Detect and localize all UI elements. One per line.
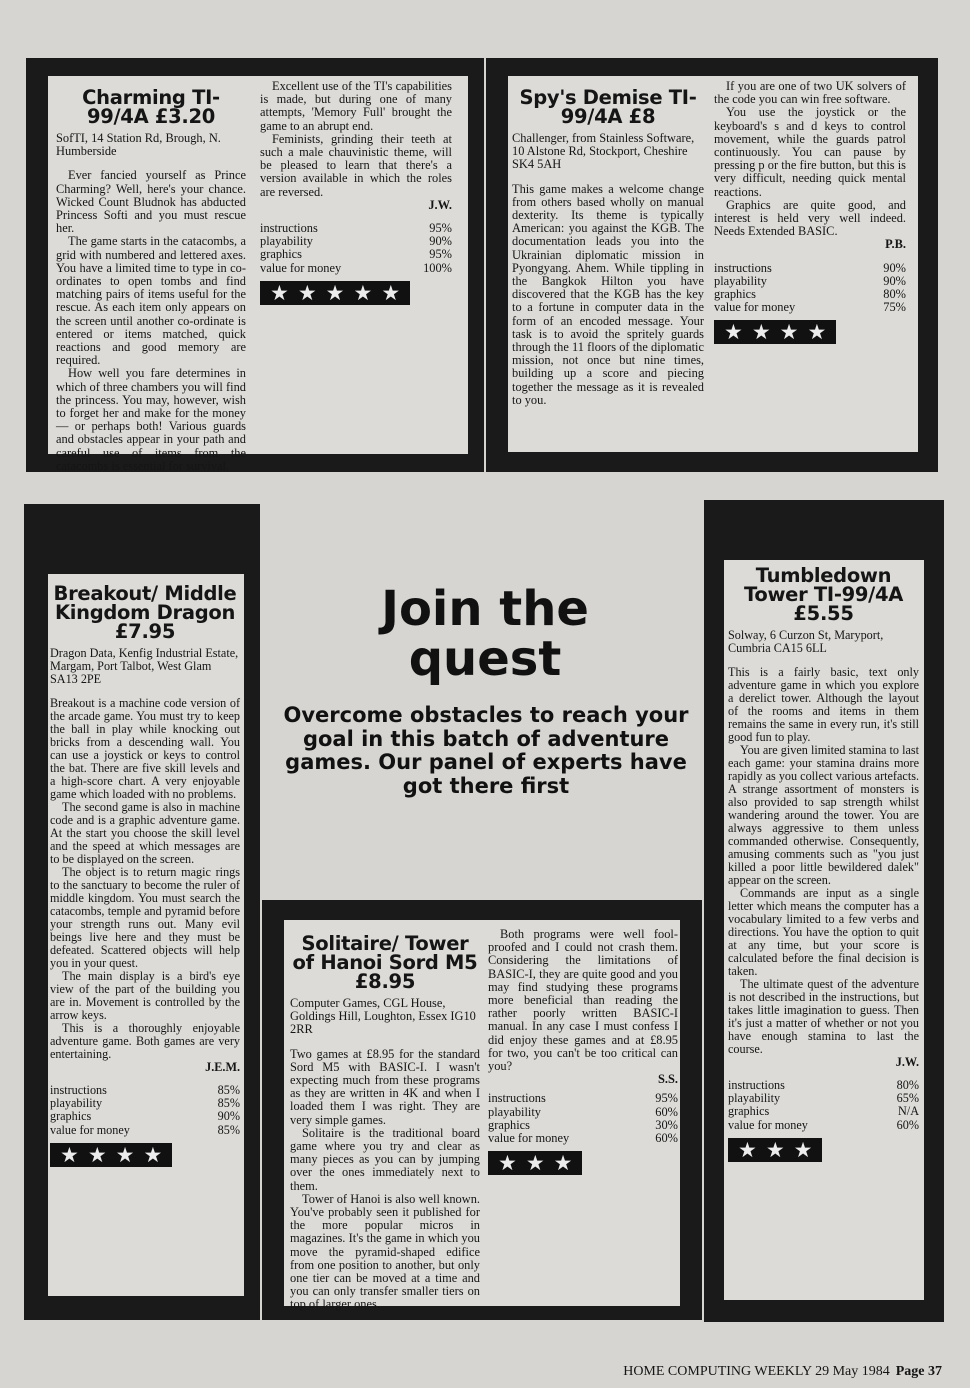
review-paragraph: You are given limited stamina to last each game: your stamina drains more rapidly as you collect various artefacts. A strange assortment of monsters is also provided to sap strength whilst wandering around the tower. You are always aggressive to them unless commanded otherwise. Consequently, amusing comments such as "you just killed a poor little bewildered dalek" appear on the screen. — [728, 743, 919, 887]
star-icon: ★ — [87, 1142, 107, 1167]
rating-row — [728, 1119, 919, 1132]
star-rating — [714, 320, 836, 344]
star-icon: ★ — [325, 280, 345, 305]
rating-row — [714, 262, 906, 275]
review-paragraph: The object is to return magic rings to the sanctuary to become the ruler of middle kingdom. You must search the catacombs, temple and pyramid before your strength runs out. Many evil beings live here and they must be defeated. Scattered objects will help you in your quest. — [50, 865, 240, 970]
ratings-table — [50, 1084, 240, 1137]
star-rating — [728, 1138, 822, 1162]
rating-label: instructions — [50, 1083, 107, 1097]
star-rating — [260, 281, 410, 305]
star-icon: ★ — [60, 1142, 79, 1167]
rating-row — [260, 262, 452, 275]
rating-value: 30% — [655, 1117, 678, 1132]
reviewer-initials: P.B. — [885, 237, 906, 252]
rating-value: 95% — [655, 1091, 678, 1106]
rating-label: value for money — [260, 260, 342, 275]
page-footer — [623, 1364, 942, 1380]
star-icon: ★ — [498, 1151, 517, 1176]
review-paragraph: Commands are input as a single letter which means the computer has a vocabulary limited to a few verbs and directions. You have the option to quit at any time, but your score is calculated before the final decision is taken. — [728, 886, 919, 978]
star-icon: ★ — [115, 1142, 135, 1167]
star-icon: ★ — [143, 1142, 163, 1167]
rating-label: value for money — [714, 300, 796, 315]
review-paragraph: If you are one of two UK solvers of the code you can win free software. — [714, 79, 906, 107]
review-paragraph: This is a thoroughly enjoyable adventure game. Both games are very entertaining. — [50, 1021, 240, 1061]
rating-value: 95% — [429, 221, 452, 236]
rating-label: graphics — [260, 247, 302, 262]
rating-label: graphics — [50, 1109, 92, 1124]
review-charming-col1 — [56, 86, 246, 473]
review-paragraph: Tower of Hanoi is also well known. You've probably seen it published for the more popular micros in magazines. It's the game in which you move the pyramid-shaped edifice from one position to another, but only one tier can be moved at a time and you can only transfer smaller tiers on top of larger ones. — [290, 1191, 480, 1312]
star-icon: ★ — [353, 280, 373, 305]
rating-label: playability — [260, 234, 313, 249]
review-paragraph: The main display is a bird's eye view of the part of the building you are in. Movement is controlled by the arrow keys. — [50, 969, 240, 1022]
review-title: Tumbledown Tower TI-99/4A £5.55 — [743, 564, 904, 625]
review-title: Breakout/ Middle Kingdom Dragon £7.95 — [53, 582, 237, 643]
rating-value: N/A — [898, 1104, 919, 1119]
rating-label: graphics — [488, 1117, 530, 1132]
rating-row — [714, 301, 906, 314]
rating-value: 60% — [655, 1131, 678, 1146]
star-icon: ★ — [553, 1151, 573, 1176]
review-paragraph: Graphics are quite good, and interest is held very well indeed. Needs Extended BASIC. — [714, 197, 906, 239]
rating-label: instructions — [714, 260, 772, 275]
publisher-address: Solway, 6 Curzon St, Maryport, Cumbria CA15 6LL — [728, 628, 884, 655]
rating-row — [50, 1124, 240, 1137]
reviewer-initials: J.W. — [895, 1055, 919, 1069]
star-icon: ★ — [525, 1151, 545, 1176]
star-icon: ★ — [779, 320, 799, 345]
ratings-table — [260, 222, 452, 275]
review-title: Solitaire/ Tower of Hanoi Sord M5 £8.95 — [292, 932, 478, 993]
review-paragraph: Breakout is a machine code version of the arcade game. You must try to keep the ball in play while knocking out bricks from a descending wall. You can use a joystick or keys to control the bat. There are five skill levels and a high-score chart. A very enjoyable game which loaded with no problems. — [50, 696, 240, 801]
review-paragraph: You use the joystick or the keyboard's s and d keys to control movement, while the guards patrol continuously. You can pause by pressing p or the fire button, but this is very difficult, needing quick mental reactions. — [714, 105, 906, 199]
rating-label: graphics — [728, 1104, 770, 1119]
rating-value: 95% — [429, 247, 452, 262]
rating-value: 60% — [655, 1104, 678, 1119]
review-title: Charming TI-99/4A £3.20 — [82, 86, 220, 128]
rating-label: playability — [714, 273, 767, 288]
review-solitaire-col2 — [488, 928, 678, 1268]
rating-label: value for money — [488, 1131, 570, 1146]
review-paragraph: This game makes a welcome change from others based wholly on manual dexterity. Its theme is typically American: you against the KGB. The documentation leads you into the Ukrainian diplomatic mission in Pyongyang. Ahem. While tippling in the Bangkok Hilton you have discovered that the KGB has the key to a fortune in computer data in the form of an encoded message. Your task is to avoid the spritely guards through the 11 floors of the diplomatic mission, not once but nine times, building up a score and piecing together the message as it is revealed to you. — [512, 181, 704, 407]
rating-value: 85% — [217, 1122, 240, 1137]
rating-label: playability — [728, 1091, 781, 1106]
page-number: Page 37 — [895, 1364, 942, 1379]
review-spy-col1 — [512, 88, 704, 444]
review-paragraph: The second game is also in machine code and is a graphic adventure game. At the start you choose the skill level and the speed at which messages are to be displayed on the screen. — [50, 800, 240, 866]
rating-value: 85% — [217, 1083, 240, 1097]
review-breakout-col — [50, 584, 240, 1254]
star-icon: ★ — [793, 1137, 813, 1162]
ratings-table — [488, 1092, 678, 1145]
rating-value: 90% — [217, 1109, 240, 1124]
magazine-issue: HOME COMPUTING WEEKLY 29 May 1984 — [623, 1364, 890, 1379]
review-title: Spy's Demise TI-99/4A £8 — [519, 86, 697, 128]
rating-value: 80% — [896, 1078, 919, 1092]
star-icon: ★ — [807, 320, 827, 345]
rating-row — [728, 1105, 919, 1118]
rating-label: playability — [50, 1096, 103, 1111]
publisher-address: Computer Games, CGL House, Goldings Hill, Loughton, Essex IG10 2RR — [290, 996, 476, 1037]
reviewer-initials: S.S. — [658, 1072, 678, 1087]
review-paragraph: Feminists, grinding their teeth at such a male chauvinistic theme, will be pleased to learn that there's a version available in which the roles are reversed. — [260, 131, 452, 199]
rating-label: instructions — [488, 1091, 546, 1106]
review-paragraph: Solitaire is the traditional board game where you try and clear as many pieces as you can by jumping over the ones immediately next to them. — [290, 1125, 480, 1193]
rating-label: value for money — [50, 1122, 130, 1137]
review-paragraph: Ever fancied yourself as Prince Charming? Well, here's your chance. Wicked Count Bludnok has abducted Princess Softi and you must rescue her. — [56, 168, 246, 236]
review-paragraph: The ultimate quest of the adventure is not described in the instructions, but takes little imagination to guess. Then it's just a matter of whether or not you have enough stamina to last the course. — [728, 977, 919, 1056]
review-tumbledown-col — [728, 566, 919, 1250]
rating-label: instructions — [260, 221, 318, 236]
review-solitaire-col1 — [290, 932, 480, 1312]
review-charming-col2 — [260, 80, 452, 410]
rating-label: value for money — [728, 1117, 808, 1132]
rating-row — [50, 1110, 240, 1123]
review-spy-col2 — [714, 80, 906, 380]
star-rating — [488, 1151, 582, 1175]
feature-standfirst: Overcome obstacles to reach your goal in this batch of adventure games. Our panel of experts have got there first — [283, 703, 689, 798]
rating-row — [488, 1092, 678, 1105]
ratings-table — [728, 1079, 919, 1132]
publisher-address: SofTI, 14 Station Rd, Brough, N. Humberside — [56, 131, 221, 159]
rating-value: 90% — [429, 234, 452, 249]
rating-value: 90% — [883, 260, 906, 275]
star-icon: ★ — [297, 280, 317, 305]
rating-row — [488, 1132, 678, 1145]
ratings-table — [714, 262, 906, 315]
star-icon: ★ — [738, 1137, 757, 1162]
rating-value: 80% — [883, 287, 906, 302]
star-rating — [50, 1143, 172, 1167]
rating-row — [260, 248, 452, 261]
rating-value: 90% — [883, 273, 906, 288]
rating-value: 75% — [883, 300, 906, 315]
feature-headline: Join the quest — [381, 581, 589, 687]
review-paragraph: How well you fare determines in which of three chambers you will find the princess. You may, however, wish to forget her and make for the money — or perhaps both! Various guards and obstacles appear in your path and careful use of items from the catacombs is essential for survival. — [56, 366, 246, 473]
review-paragraph: Two games at £8.95 for the standard Sord M5 with BASIC-I. I wasn't expecting much from these programs as they are written in 4K and when I loaded them I was right. They are very simple games. — [290, 1046, 480, 1127]
rating-value: 100% — [423, 260, 452, 275]
rating-value: 60% — [896, 1117, 919, 1132]
star-icon: ★ — [270, 280, 289, 305]
review-paragraph: Excellent use of the TI's capabilities is made, but during one of many attempts, 'Memory Full' brought the game to an abrupt end. — [260, 79, 452, 133]
star-icon: ★ — [765, 1137, 785, 1162]
review-paragraph: The game starts in the catacombs, a grid with numbered and lettered axes. You have a limited time to type in co-ordinates to open tombs and find matching pairs of items useful for the rescue. As each item only appears on the screen until another co-ordinate is entered or items matched, quick reactions and good memory are required. — [56, 234, 246, 368]
review-paragraph: Both programs were well fool-proofed and I could not crash them. Considering the limitations of BASIC-I, they are quite good and you may find studying these programs more beneficial than reading the rather poorly written BASIC-I manual. In any case I must confess I did enjoy these games and at £8.95 for two, you can't be too critical can you? — [488, 927, 678, 1074]
rating-label: playability — [488, 1104, 541, 1119]
rating-value: 85% — [217, 1096, 240, 1111]
reviewer-initials: J.W. — [428, 197, 452, 212]
rating-label: graphics — [714, 287, 756, 302]
review-paragraph: This is a fairly basic, text only adventure game in which you explore a derelict tower. Although the layout of the rooms and items in them remains the same in every run, it's still good fun to play. — [728, 665, 919, 744]
reviewer-initials: J.E.M. — [205, 1060, 240, 1074]
star-icon: ★ — [381, 280, 401, 305]
rating-label: instructions — [728, 1078, 785, 1092]
publisher-address: Dragon Data, Kenfig Industrial Estate, Margam, Port Talbot, West Glam SA13 2PE — [50, 646, 239, 686]
star-icon: ★ — [724, 320, 743, 345]
publisher-address: Challenger, from Stainless Software, 10 Alstone Rd, Stockport, Cheshire SK4 5AH — [512, 131, 695, 172]
rating-row — [488, 1106, 678, 1119]
rating-value: 65% — [896, 1091, 919, 1106]
star-icon: ★ — [751, 320, 771, 345]
